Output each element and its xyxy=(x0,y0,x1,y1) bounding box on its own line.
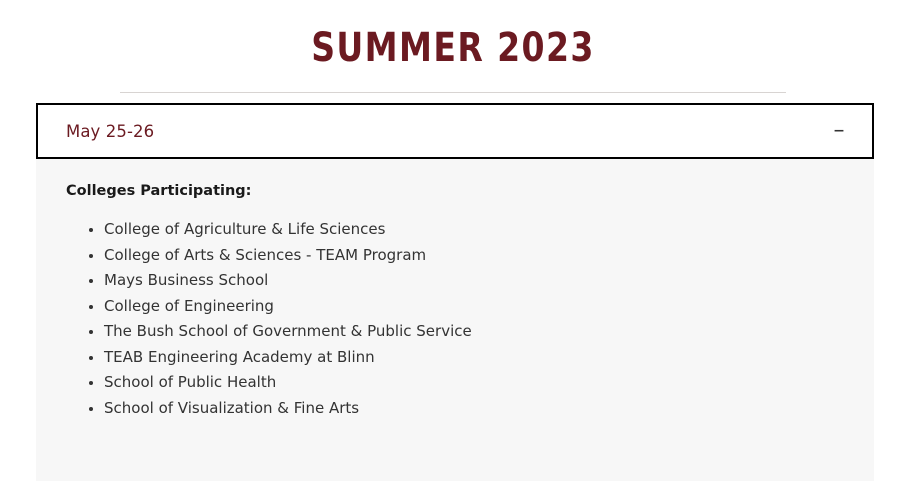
page-title: SUMMER 2023 xyxy=(311,25,595,71)
colleges-list xyxy=(64,217,846,421)
accordion-section xyxy=(36,103,874,481)
list-item: • College of Arts & Sciences - TEAM Program xyxy=(104,243,846,269)
list-item: • Mays Business School xyxy=(104,268,846,294)
list-item: • College of Agriculture & Life Sciences xyxy=(104,217,846,243)
list-item: • TEAB Engineering Academy at Blinn xyxy=(104,345,846,371)
colleges-participating-heading: Colleges Participating: xyxy=(66,183,252,199)
list-item: • The Bush School of Government & Public Service xyxy=(104,319,846,345)
minus-icon[interactable]: – xyxy=(833,118,845,143)
list-item: • College of Engineering xyxy=(104,294,846,320)
list-item: • School of Public Health xyxy=(104,370,846,396)
title-divider xyxy=(120,92,786,93)
accordion-header-label: May 25-26 xyxy=(66,121,155,141)
accordion-header-may-25-26[interactable] xyxy=(36,103,874,159)
list-item: • School of Visualization & Fine Arts xyxy=(104,396,846,422)
accordion-panel xyxy=(36,159,874,481)
